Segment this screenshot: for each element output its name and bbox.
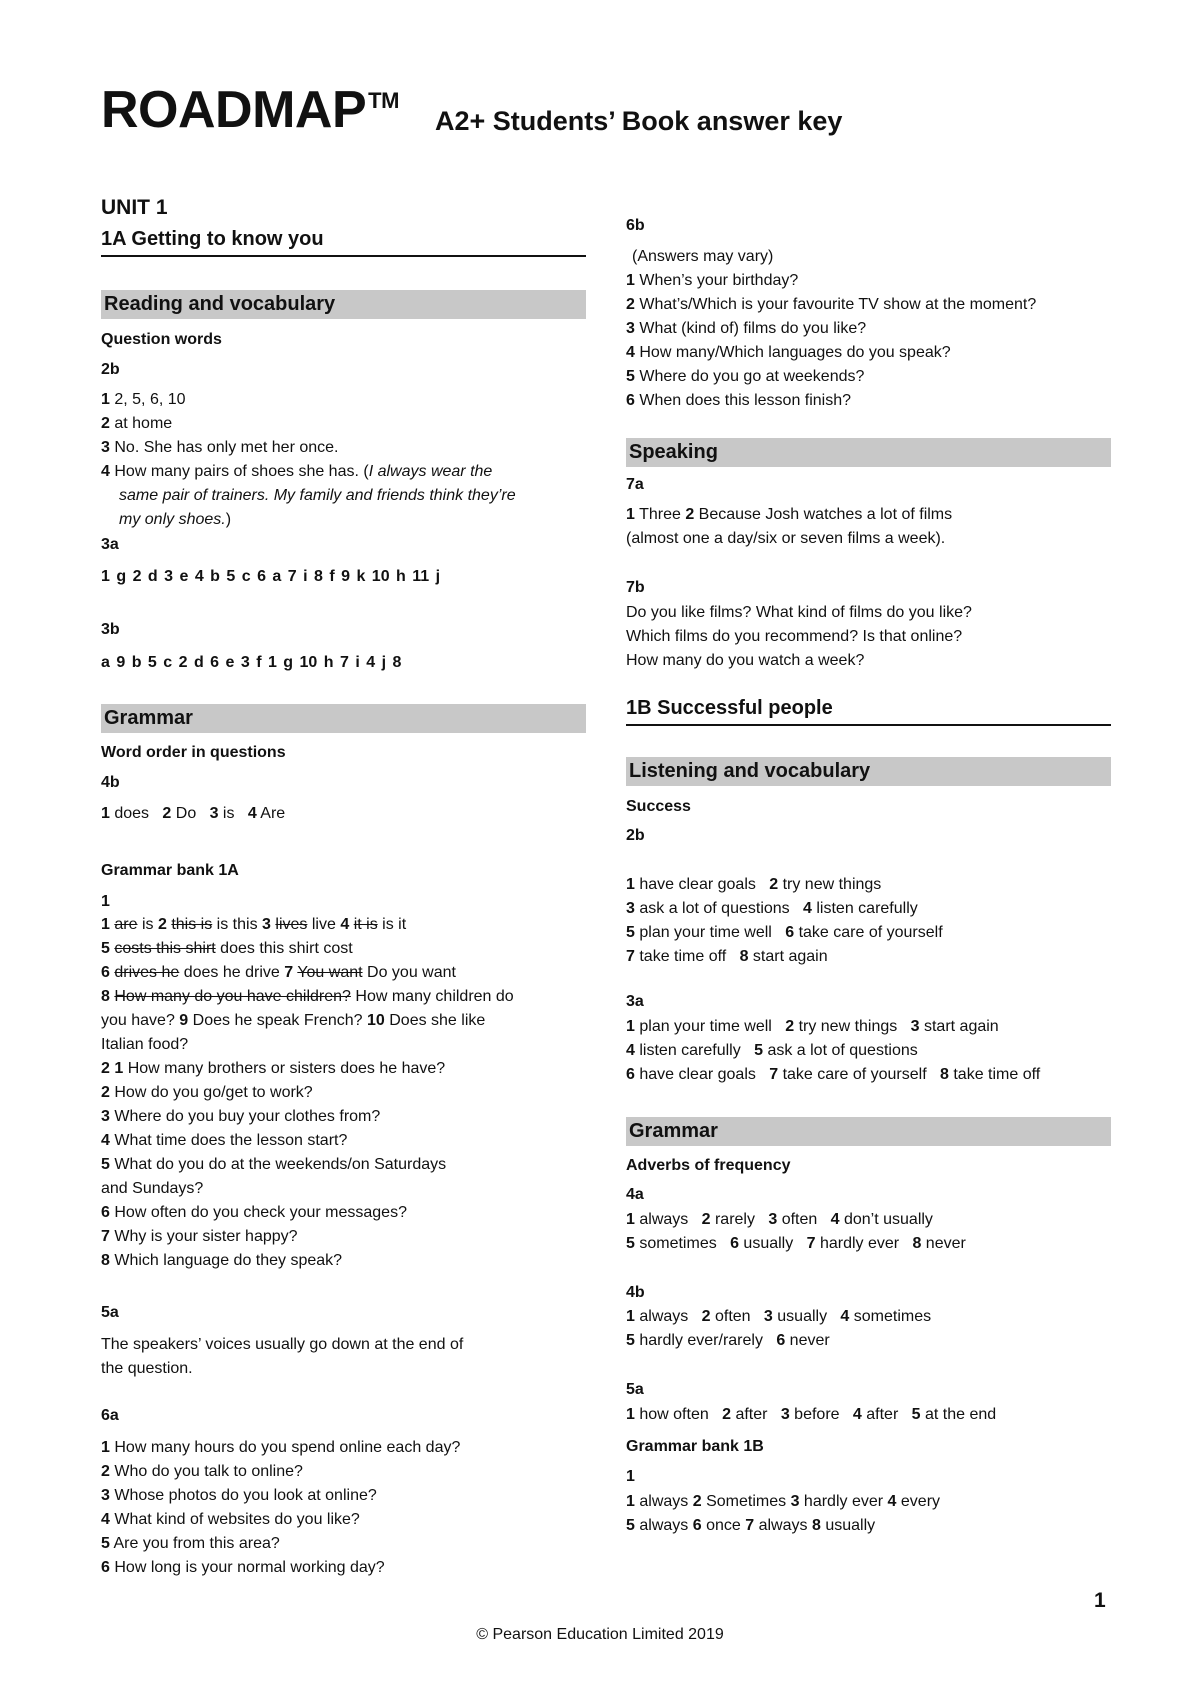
answer-line: 3 Whose photos do you look at online?	[101, 1487, 377, 1504]
answer-line: 4 What kind of websites do you like?	[101, 1511, 360, 1528]
answer-line: 3 Where do you buy your clothes from?	[101, 1108, 381, 1125]
answer-line: 3 ask a lot of questions 4 listen carefully	[626, 900, 918, 917]
answer-line: 1 Three 2 Because Josh watches a lot of films	[626, 506, 953, 523]
page-number: 1	[1094, 1589, 1106, 1612]
label-2b: 2b	[101, 361, 120, 378]
subhead-adverbs-of-frequency: Adverbs of frequency	[626, 1157, 791, 1174]
trademark: TM	[368, 88, 399, 113]
label-success-2b: 2b	[626, 827, 645, 844]
answer-line: Italian food?	[101, 1036, 189, 1053]
subhead-grammar-bank-1b: Grammar bank 1B	[626, 1438, 764, 1455]
lesson-1b-title: 1B Successful people	[626, 697, 1111, 726]
answer-line: 5 plan your time well 6 take care of yourself	[626, 924, 943, 941]
answer-line: 1 2, 5, 6, 10	[101, 391, 186, 408]
label-3a: 3a	[101, 536, 119, 553]
answer-line: 1 When’s your birthday?	[626, 272, 799, 289]
label-5a: 5a	[101, 1304, 119, 1321]
answers-adverbs-5a: 1 how often 2 after 3 before 4 after 5 at the end	[626, 1406, 997, 1423]
answer-line: 5 Are you from this area?	[101, 1535, 280, 1552]
answer-line: 6 When does this lesson finish?	[626, 392, 852, 409]
answer-line: 1 How many hours do you spend online each day?	[101, 1439, 461, 1456]
answer-line: Which films do you recommend? Is that online?	[626, 628, 963, 645]
answer-line: 2 at home	[101, 415, 173, 432]
label-adverbs-5a: 5a	[626, 1381, 644, 1398]
answers-3a: 1 g 2 d 3 e 4 b 5 c 6 a 7 i 8 f 9 k 10 h 11 j	[101, 568, 441, 585]
answers-6b	[626, 245, 1036, 413]
answer-line: 2 1 How many brothers or sisters does he have?	[101, 1060, 446, 1077]
answer-line: 1 have clear goals 2 try new things	[626, 876, 882, 893]
answer-line: 1 are is 2 this is is this 3 lives live 4 it is is it	[101, 916, 407, 933]
answers-6a	[101, 1436, 460, 1580]
answer-line: The speakers’ voices usually go down at the end of	[101, 1336, 464, 1353]
section-grammar-1b: Grammar	[626, 1117, 1111, 1146]
answer-line: 3 What (kind of) films do you like?	[626, 320, 867, 337]
subhead-question-words: Question words	[101, 331, 222, 348]
answer-line: 5 What do you do at the weekends/on Saturdays	[101, 1156, 447, 1173]
answers-adverbs-4b	[626, 1305, 931, 1353]
answers-3b: a 9 b 5 c 2 d 6 e 3 f 1 g 10 h 7 i 4 j 8	[101, 654, 402, 671]
answer-line: 4 How many pairs of shoes she has. (I always wear the	[101, 463, 493, 480]
answer-line: the question.	[101, 1360, 193, 1377]
answer-line: 7 take time off 8 start again	[626, 948, 828, 965]
answer-line: 5 hardly ever/rarely 6 never	[626, 1332, 830, 1349]
answer-line: 3 No. She has only met her once.	[101, 439, 339, 456]
answer-line: 1 always 2 rarely 3 often 4 don’t usually	[626, 1211, 933, 1228]
answer-line: 2 What’s/Which is your favourite TV show at the moment?	[626, 296, 1037, 313]
copyright-footer: © Pearson Education Limited 2019	[476, 1626, 724, 1643]
answer-line: 1 plan your time well 2 try new things 3 start again	[626, 1018, 999, 1035]
answer-line: (almost one a day/six or seven films a week).	[626, 530, 946, 547]
answer-line: same pair of trainers. My family and friends think they’re	[119, 487, 516, 504]
answer-line: 6 How often do you check your messages?	[101, 1204, 407, 1221]
answer-line: 5 Where do you go at weekends?	[626, 368, 865, 385]
answer-line: 2 Who do you talk to online?	[101, 1463, 303, 1480]
grammar-bank-1a-answers	[101, 913, 514, 1273]
label-7a: 7a	[626, 476, 644, 493]
label-gb1b: 1	[626, 1468, 635, 1485]
answer-line: 7 Why is your sister happy?	[101, 1228, 298, 1245]
answers-success-3a	[626, 1015, 1040, 1087]
label-adverbs-4b: 4b	[626, 1284, 645, 1301]
section-speaking: Speaking	[626, 438, 1111, 467]
answer-line: 5 sometimes 6 usually 7 hardly ever 8 never	[626, 1235, 966, 1252]
answer-line: Do you like films? What kind of films do you like?	[626, 604, 972, 621]
label-7b: 7b	[626, 579, 645, 596]
brand-title: ROADMAP™	[101, 81, 399, 139]
subhead-success: Success	[626, 798, 691, 815]
answer-line: 8 How many do you have children? How many children do	[101, 988, 514, 1005]
subhead-word-order: Word order in questions	[101, 744, 286, 761]
answer-line: 4 What time does the lesson start?	[101, 1132, 348, 1149]
answer-line: 6 How long is your normal working day?	[101, 1559, 385, 1576]
answers-success-2b	[626, 873, 943, 969]
label-3b: 3b	[101, 621, 120, 638]
answers-4a	[626, 1208, 966, 1256]
answer-line: 8 Which language do they speak?	[101, 1252, 343, 1269]
answer-line: 6 drives he does he drive 7 You want Do you want	[101, 964, 456, 981]
answer-line: 1 always 2 often 3 usually 4 sometimes	[626, 1308, 932, 1325]
answer-line: 4 listen carefully 5 ask a lot of questions	[626, 1042, 918, 1059]
answer-line: 2 How do you go/get to work?	[101, 1084, 313, 1101]
answer-line: my only shoes.)	[119, 511, 232, 528]
label-4a: 4a	[626, 1186, 644, 1203]
answers-4b: 1 does 2 Do 3 is 4 Are	[101, 805, 286, 822]
answers-5a	[101, 1333, 463, 1381]
section-reading-vocabulary: Reading and vocabulary	[101, 290, 586, 319]
answer-line: you have? 9 Does he speak French? 10 Does she like	[101, 1012, 486, 1029]
section-grammar: Grammar	[101, 704, 586, 733]
answers-7b	[626, 601, 972, 673]
answers-7a	[626, 503, 952, 551]
answers-2b	[101, 388, 516, 532]
answer-line: 5 costs this shirt does this shirt cost	[101, 940, 353, 957]
answer-line: 4 How many/Which languages do you speak?	[626, 344, 951, 361]
label-6b: 6b	[626, 217, 645, 234]
answer-line: How many do you watch a week?	[626, 652, 865, 669]
answer-note: (Answers may vary)	[632, 248, 774, 265]
answers-grammar-bank-1b	[626, 1490, 940, 1538]
label-4b: 4b	[101, 774, 120, 791]
lesson-1a-title: 1A Getting to know you	[101, 228, 586, 257]
label-6a: 6a	[101, 1407, 119, 1424]
subhead-grammar-bank-1a: Grammar bank 1A	[101, 862, 239, 879]
label-gb-1: 1	[101, 893, 110, 910]
answer-line: and Sundays?	[101, 1180, 204, 1197]
document-subtitle: A2+ Students’ Book answer key	[435, 106, 843, 136]
answer-line: 5 always 6 once 7 always 8 usually	[626, 1517, 876, 1534]
unit-title: UNIT 1	[101, 196, 168, 219]
answer-line: 6 have clear goals 7 take care of yourself 8 take time off	[626, 1066, 1041, 1083]
answer-line: 1 always 2 Sometimes 3 hardly ever 4 every	[626, 1493, 941, 1510]
section-listening-vocabulary: Listening and vocabulary	[626, 757, 1111, 786]
label-success-3a: 3a	[626, 993, 644, 1010]
